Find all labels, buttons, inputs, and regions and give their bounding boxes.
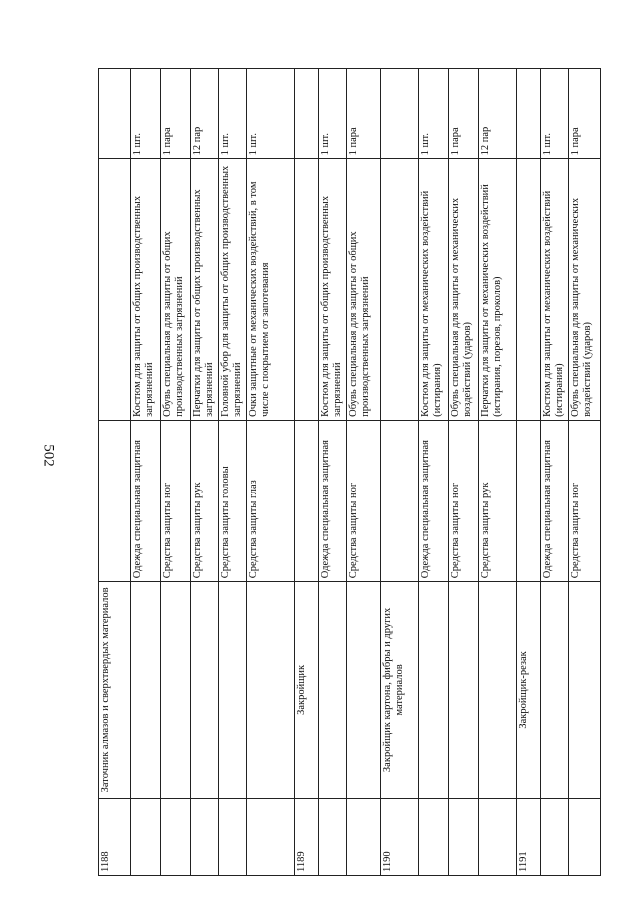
profession-name-cell — [161, 582, 191, 798]
issue-norm-cell: 1 шт. — [419, 69, 449, 159]
table-row — [247, 69, 295, 876]
ppe-type-cell: Средства защиты ног — [347, 420, 381, 581]
ppe-type-cell: Средства защиты глаз — [247, 420, 295, 581]
row-number-cell — [219, 798, 247, 875]
table-row — [319, 69, 347, 876]
table-row — [419, 69, 449, 876]
issue-norm-cell: 1 пара — [161, 69, 191, 159]
row-number-cell: 1188 — [99, 798, 131, 875]
ppe-standard-cell: Обувь специальная для защиты от общих производственных загрязнений — [161, 159, 191, 420]
issue-norm-cell: 12 пар — [479, 69, 517, 159]
profession-name-cell — [219, 582, 247, 798]
issue-norm-cell — [381, 69, 419, 159]
table-row — [347, 69, 381, 876]
ppe-type-cell: Одежда специальная защитная — [131, 420, 161, 581]
ppe-type-cell: Средства защиты головы — [219, 420, 247, 581]
row-number-cell — [449, 798, 479, 875]
table-row — [219, 69, 247, 876]
issue-norm-cell — [295, 69, 319, 159]
ppe-standard-cell: Очки защитные от механических воздействий, в том числе с покрытием от запотевания — [247, 159, 295, 420]
ppe-standard-cell: Обувь специальная для защиты от общих производственных загрязнений — [347, 159, 381, 420]
ppe-type-cell — [295, 420, 319, 581]
ppe-standard-cell: Головной убор для защиты от общих производственных загрязнений — [219, 159, 247, 420]
ppe-standard-cell: Обувь специальная для защиты от механических воздействий (ударов) — [449, 159, 479, 420]
table-row — [295, 69, 319, 876]
ppe-type-cell: Средства защиты ног — [161, 420, 191, 581]
page-number: 502 — [40, 444, 57, 467]
profession-name-cell — [131, 582, 161, 798]
row-number-cell — [161, 798, 191, 875]
issue-norm-cell: 1 шт. — [131, 69, 161, 159]
issue-norm-cell: 1 пара — [347, 69, 381, 159]
row-number-cell: 1189 — [295, 798, 319, 875]
profession-name-cell — [449, 582, 479, 798]
row-number-cell — [131, 798, 161, 875]
profession-name-cell — [569, 582, 601, 798]
ppe-type-cell — [381, 420, 419, 581]
profession-name-cell: Закройщик-резак — [517, 582, 541, 798]
ppe-type-cell: Средства защиты ног — [449, 420, 479, 581]
ppe-standard-cell — [295, 159, 319, 420]
table-row — [517, 69, 541, 876]
row-number-cell — [319, 798, 347, 875]
ppe-standard-cell — [381, 159, 419, 420]
row-number-cell — [569, 798, 601, 875]
ppe-table — [98, 68, 601, 876]
ppe-standard-cell: Костюм для защиты от механических воздействий (истирания) — [419, 159, 449, 420]
row-number-cell — [247, 798, 295, 875]
ppe-type-cell: Одежда специальная защитная — [319, 420, 347, 581]
profession-name-cell — [347, 582, 381, 798]
ppe-standard-cell: Перчатки для защиты от механических воздействий (истирания, порезов, проколов) — [479, 159, 517, 420]
row-number-cell — [541, 798, 569, 875]
issue-norm-cell: 1 шт. — [219, 69, 247, 159]
ppe-standard-cell: Обувь специальная для защиты от механических воздействий (ударов) — [569, 159, 601, 420]
table-row — [449, 69, 479, 876]
table-row — [131, 69, 161, 876]
ppe-type-cell — [517, 420, 541, 581]
issue-norm-cell: 1 шт. — [319, 69, 347, 159]
table-row — [381, 69, 419, 876]
ppe-standard-cell: Костюм для защиты от общих производственных загрязнений — [319, 159, 347, 420]
profession-name-cell — [191, 582, 219, 798]
profession-name-cell — [247, 582, 295, 798]
table-row — [99, 69, 131, 876]
issue-norm-cell: 1 пара — [449, 69, 479, 159]
issue-norm-cell: 1 пара — [569, 69, 601, 159]
table-row — [569, 69, 601, 876]
ppe-table-sheet — [98, 68, 593, 876]
row-number-cell — [347, 798, 381, 875]
row-number-cell — [191, 798, 219, 875]
profession-name-cell — [419, 582, 449, 798]
ppe-type-cell: Одежда специальная защитная — [419, 420, 449, 581]
profession-name-cell — [319, 582, 347, 798]
ppe-type-cell — [99, 420, 131, 581]
ppe-type-cell: Средства защиты рук — [191, 420, 219, 581]
issue-norm-cell — [517, 69, 541, 159]
table-row — [479, 69, 517, 876]
row-number-cell: 1191 — [517, 798, 541, 875]
profession-name-cell: Заточник алмазов и сверхтвердых материалов — [99, 582, 131, 798]
issue-norm-cell: 1 шт. — [247, 69, 295, 159]
ppe-standard-cell: Костюм для защиты от общих производственных загрязнений — [131, 159, 161, 420]
ppe-standard-cell — [517, 159, 541, 420]
profession-name-cell: Закройщик картона, фибры и других материалов — [381, 582, 419, 798]
profession-name-cell — [479, 582, 517, 798]
table-row — [161, 69, 191, 876]
profession-name-cell — [541, 582, 569, 798]
row-number-cell: 1190 — [381, 798, 419, 875]
row-number-cell — [419, 798, 449, 875]
ppe-standard-cell — [99, 159, 131, 420]
row-number-cell — [479, 798, 517, 875]
issue-norm-cell — [99, 69, 131, 159]
issue-norm-cell: 1 шт. — [541, 69, 569, 159]
table-row — [191, 69, 219, 876]
ppe-standard-cell: Костюм для защиты от механических воздействий (истирания) — [541, 159, 569, 420]
profession-name-cell: Закройщик — [295, 582, 319, 798]
issue-norm-cell: 12 пар — [191, 69, 219, 159]
ppe-type-cell: Одежда специальная защитная — [541, 420, 569, 581]
table-body — [99, 69, 601, 876]
ppe-type-cell: Средства защиты рук — [479, 420, 517, 581]
ppe-type-cell: Средства защиты ног — [569, 420, 601, 581]
ppe-standard-cell: Перчатки для защиты от общих производственных загрязнений — [191, 159, 219, 420]
table-row — [541, 69, 569, 876]
